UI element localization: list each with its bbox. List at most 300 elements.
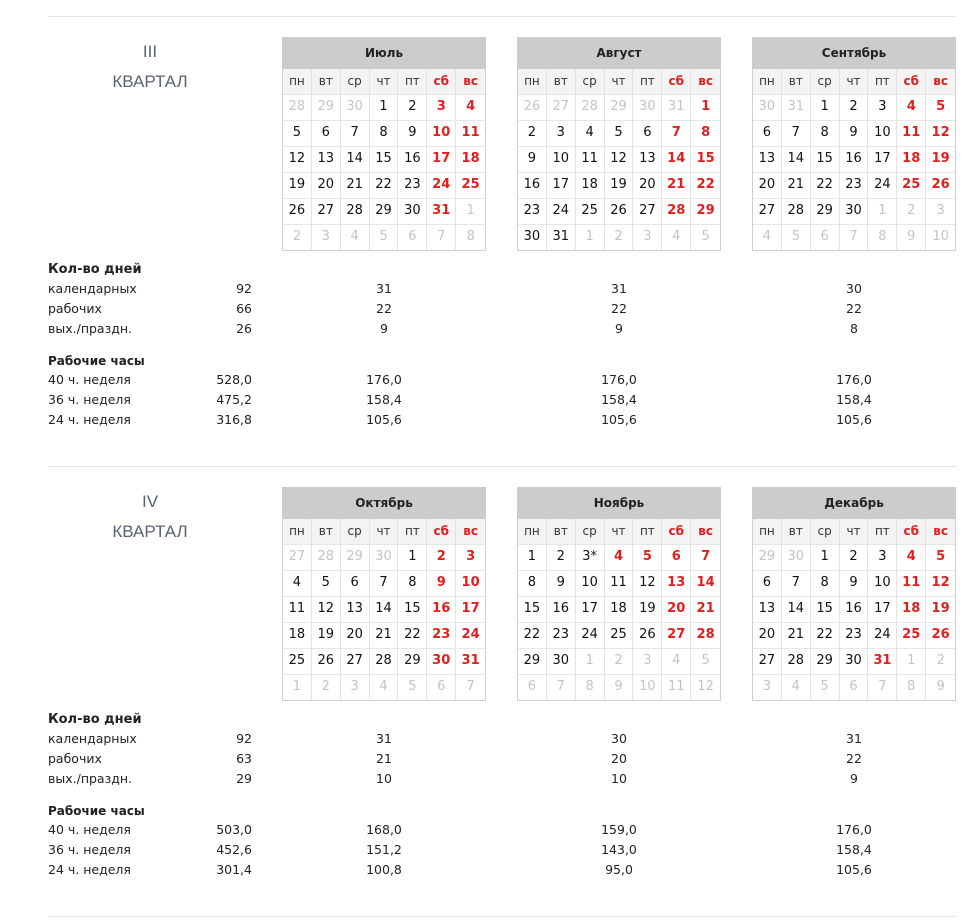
- day-cell-outside-month: 1: [283, 675, 312, 700]
- day-cell-workday: 30: [518, 225, 547, 250]
- day-cell-outside-month: 10: [932, 229, 949, 244]
- day-cell-outside-month: 7: [868, 675, 897, 700]
- stat-month-value: 105,6: [836, 412, 872, 427]
- day-cell-holiday: 5: [633, 545, 662, 570]
- stat-month-value: 168,0: [366, 822, 402, 837]
- day-cell-workday: 12: [283, 147, 312, 172]
- stat-month-value: 158,4: [601, 392, 637, 407]
- day-cell-workday: 22: [811, 623, 840, 648]
- day-cell-outside-month: 30: [753, 95, 782, 120]
- weekday-label: пн: [283, 519, 312, 544]
- day-cell-holiday: 20: [662, 597, 691, 622]
- stat-month-value: 9: [615, 321, 623, 336]
- day-cell-workday: 29: [398, 649, 427, 674]
- month-calendar: [752, 37, 956, 251]
- day-cell-outside-month: 4: [782, 675, 811, 700]
- day-cell-holiday: 28: [662, 199, 691, 224]
- stat-month-value: 30: [611, 731, 627, 746]
- day-cell-holiday: 18: [897, 597, 926, 622]
- divider-middle: [48, 466, 956, 467]
- stat-label: рабочих: [48, 751, 102, 766]
- stat-label: вых./праздн.: [48, 321, 133, 336]
- stat-month-value: 21: [376, 751, 392, 766]
- week-row: [753, 622, 955, 648]
- day-cell-outside-month: 4: [662, 225, 691, 250]
- day-cell-workday: 19: [312, 623, 341, 648]
- weekday-label: сб: [897, 69, 926, 94]
- day-cell-workday: 23: [840, 623, 869, 648]
- day-cell-holiday: 3: [466, 549, 476, 564]
- weekday-label: пн: [753, 69, 782, 94]
- weekday-label: чт: [840, 69, 869, 94]
- day-cell-holiday: 11: [461, 125, 480, 140]
- day-cell-workday: 29: [518, 649, 547, 674]
- hours-stat-row: [48, 390, 956, 410]
- day-cell-workday: 13: [753, 147, 782, 172]
- day-cell-outside-month: 5: [782, 225, 811, 250]
- stat-label: 40 ч. неделя: [48, 822, 131, 837]
- week-row: [753, 198, 955, 224]
- day-cell-workday: 26: [633, 623, 662, 648]
- day-cell-workday: 14: [341, 147, 370, 172]
- weekday-label: чт: [605, 69, 634, 94]
- day-cell-holiday: 19: [931, 601, 950, 616]
- day-cell-workday: 10: [576, 571, 605, 596]
- weekday-label: ср: [811, 69, 840, 94]
- day-cell-outside-month: 2: [605, 649, 634, 674]
- quarter-roman-number: III: [142, 42, 158, 61]
- day-cell-workday: 21: [782, 623, 811, 648]
- stat-quarter-total: 475,2: [216, 392, 252, 407]
- stat-month-value: 143,0: [601, 842, 637, 857]
- weekday-label: пт: [398, 519, 427, 544]
- day-cell-workday: 5: [605, 121, 634, 146]
- day-cell-holiday: 8: [701, 125, 711, 140]
- week-row: [518, 146, 720, 172]
- day-cell-workday: 10: [547, 147, 576, 172]
- month-name: Август: [517, 37, 721, 69]
- day-cell-holiday: 18: [897, 147, 926, 172]
- weekday-label: сб: [662, 69, 691, 94]
- week-row: [283, 570, 485, 596]
- day-cell-holiday: 11: [897, 571, 926, 596]
- day-cell-workday: 15: [811, 597, 840, 622]
- day-cell-workday: 9: [398, 121, 427, 146]
- day-cell-workday: 1: [811, 95, 840, 120]
- day-cell-holiday: 18: [461, 151, 480, 166]
- day-cell-holiday: 25: [897, 173, 926, 198]
- day-cell-holiday: 31: [427, 199, 456, 224]
- day-cell-workday: 9: [518, 147, 547, 172]
- weekday-header-row: [753, 519, 955, 544]
- stat-month-value: 105,6: [836, 862, 872, 877]
- day-cell-holiday: 26: [931, 177, 950, 192]
- weekday-label: чт: [370, 69, 399, 94]
- day-cell-workday: 22: [518, 623, 547, 648]
- week-row: [518, 570, 720, 596]
- day-cell-outside-month: 4: [662, 649, 691, 674]
- day-cell-outside-month: 1: [868, 199, 897, 224]
- stat-label: 40 ч. неделя: [48, 372, 131, 387]
- weekday-label: вс: [698, 524, 713, 538]
- day-cell-outside-month: 6: [840, 675, 869, 700]
- day-cell-outside-month: 5: [701, 653, 710, 668]
- week-row: [283, 224, 485, 250]
- day-cell-workday: 3: [868, 95, 897, 120]
- day-cell-workday: 6: [753, 571, 782, 596]
- stat-month-value: 176,0: [366, 372, 402, 387]
- weekday-label: ср: [811, 519, 840, 544]
- stat-quarter-total: 26: [236, 321, 252, 336]
- work-hours-heading: Рабочие часы: [48, 354, 145, 368]
- weekday-label: чт: [840, 519, 869, 544]
- stat-month-value: 30: [846, 281, 862, 296]
- weekday-label: пн: [753, 519, 782, 544]
- hours-stat-row: [48, 840, 956, 860]
- stat-label: вых./праздн.: [48, 771, 133, 786]
- month-name: Октябрь: [282, 487, 486, 519]
- quarter-word: КВАРТАЛ: [112, 522, 188, 541]
- weekday-label: вс: [463, 524, 478, 538]
- day-cell-outside-month: 6: [427, 675, 456, 700]
- day-cell-outside-month: 2: [605, 225, 634, 250]
- day-cell-workday: 3: [547, 121, 576, 146]
- week-row: [283, 198, 485, 224]
- day-cell-workday: 24: [868, 623, 897, 648]
- weekday-label: пт: [868, 69, 897, 94]
- day-cell-outside-month: 7: [427, 225, 456, 250]
- day-cell-holiday: 4: [897, 545, 926, 570]
- day-cell-workday: 26: [312, 649, 341, 674]
- day-cell-workday: 29: [811, 649, 840, 674]
- weekday-label: вт: [312, 519, 341, 544]
- day-cell-workday: 27: [633, 199, 662, 224]
- day-cell-outside-month: 28: [312, 545, 341, 570]
- stat-label: 36 ч. неделя: [48, 392, 131, 407]
- day-cell-holiday: 13: [662, 571, 691, 596]
- stat-month-value: 105,6: [366, 412, 402, 427]
- day-cell-workday: 18: [605, 597, 634, 622]
- day-cell-holiday: 16: [427, 597, 456, 622]
- day-cell-outside-month: 10: [633, 675, 662, 700]
- stat-month-value: 105,6: [601, 412, 637, 427]
- day-cell-outside-month: 3: [936, 203, 945, 218]
- day-cell-workday: 15: [811, 147, 840, 172]
- day-cell-holiday: 4: [897, 95, 926, 120]
- day-cell-outside-month: 8: [576, 675, 605, 700]
- day-cell-workday: 23: [398, 173, 427, 198]
- day-cell-outside-month: 2: [312, 675, 341, 700]
- weekday-label: ср: [576, 519, 605, 544]
- day-cell-holiday: 25: [461, 177, 480, 192]
- day-cell-workday: 28: [341, 199, 370, 224]
- day-cell-holiday: 30: [427, 649, 456, 674]
- day-cell-holiday: 17: [427, 147, 456, 172]
- stat-month-value: 95,0: [605, 862, 633, 877]
- day-cell-workday: 23: [547, 623, 576, 648]
- weekday-label: вс: [933, 74, 948, 88]
- day-cell-workday: 1: [518, 545, 547, 570]
- day-cell-workday: 4: [576, 121, 605, 146]
- hours-stat-row: [48, 370, 956, 390]
- weekday-label: сб: [427, 519, 456, 544]
- weekday-label: пн: [518, 69, 547, 94]
- day-cell-workday: 6: [341, 571, 370, 596]
- day-cell-workday: 16: [398, 147, 427, 172]
- day-cell-outside-month: 8: [897, 675, 926, 700]
- day-cell-workday: 3*: [576, 545, 605, 570]
- weekday-header-row: [753, 69, 955, 94]
- month-name: Декабрь: [752, 487, 956, 519]
- day-cell-workday: 10: [868, 121, 897, 146]
- weekday-label: вт: [547, 519, 576, 544]
- weekday-label: ср: [576, 69, 605, 94]
- week-row: [753, 224, 955, 250]
- day-cell-workday: 24: [868, 173, 897, 198]
- day-cell-workday: 27: [753, 199, 782, 224]
- day-cell-workday: 26: [605, 199, 634, 224]
- week-row: [518, 596, 720, 622]
- week-row: [753, 94, 955, 120]
- week-row: [283, 146, 485, 172]
- day-cell-workday: 13: [312, 147, 341, 172]
- day-cell-outside-month: 3: [633, 649, 662, 674]
- weekday-label: чт: [370, 519, 399, 544]
- day-cell-outside-month: 29: [341, 545, 370, 570]
- stat-month-value: 31: [376, 731, 392, 746]
- day-cell-workday: 21: [782, 173, 811, 198]
- day-cell-outside-month: 9: [897, 225, 926, 250]
- day-cell-outside-month: 29: [605, 95, 634, 120]
- day-cell-holiday: 14: [662, 147, 691, 172]
- day-cell-holiday: 12: [931, 575, 950, 590]
- day-cell-holiday: 10: [427, 121, 456, 146]
- day-cell-workday: 3: [868, 545, 897, 570]
- day-cell-workday: 2: [398, 95, 427, 120]
- day-cell-outside-month: 27: [283, 545, 312, 570]
- stat-quarter-total: 316,8: [216, 412, 252, 427]
- day-cell-workday: 20: [312, 173, 341, 198]
- divider-top: [48, 16, 956, 17]
- weekday-label: пн: [518, 519, 547, 544]
- day-cell-workday: 9: [840, 121, 869, 146]
- day-cell-workday: 28: [782, 649, 811, 674]
- stat-label: календарных: [48, 731, 137, 746]
- weekday-label: вс: [698, 74, 713, 88]
- day-cell-workday: 16: [518, 173, 547, 198]
- day-cell-workday: 14: [370, 597, 399, 622]
- day-cell-workday: 16: [547, 597, 576, 622]
- day-cell-holiday: 24: [461, 627, 480, 642]
- weekday-label: ср: [341, 519, 370, 544]
- day-cell-outside-month: 5: [398, 675, 427, 700]
- day-cell-holiday: 25: [897, 623, 926, 648]
- month-calendar: [517, 37, 721, 251]
- stat-month-value: 20: [611, 751, 627, 766]
- stat-quarter-total: 503,0: [216, 822, 252, 837]
- day-cell-holiday: 23: [427, 623, 456, 648]
- weekday-label: вс: [933, 524, 948, 538]
- stat-month-value: 31: [376, 281, 392, 296]
- day-cell-workday: 2: [840, 95, 869, 120]
- day-cell-workday: 1: [811, 545, 840, 570]
- day-cell-workday: 13: [633, 147, 662, 172]
- day-cell-outside-month: 4: [753, 225, 782, 250]
- day-cell-holiday: 7: [701, 549, 711, 564]
- day-cell-workday: 21: [370, 623, 399, 648]
- month-calendar: [752, 487, 956, 701]
- day-cell-workday: 6: [633, 121, 662, 146]
- weekday-label: пт: [633, 69, 662, 94]
- weekday-label: чт: [605, 519, 634, 544]
- day-cell-outside-month: 28: [283, 95, 312, 120]
- weekday-header-row: [283, 69, 485, 94]
- stat-label: 24 ч. неделя: [48, 862, 131, 877]
- stat-month-value: 176,0: [836, 372, 872, 387]
- day-cell-workday: 29: [370, 199, 399, 224]
- day-cell-holiday: 5: [936, 549, 946, 564]
- stat-month-value: 22: [846, 751, 862, 766]
- day-cell-outside-month: 4: [341, 225, 370, 250]
- stat-month-value: 158,4: [836, 392, 872, 407]
- day-cell-holiday: 17: [461, 601, 480, 616]
- month-calendar: [282, 487, 486, 701]
- day-cell-workday: 19: [633, 597, 662, 622]
- weekday-label: сб: [662, 519, 691, 544]
- day-cell-workday: 17: [547, 173, 576, 198]
- day-cell-workday: 28: [782, 199, 811, 224]
- day-cell-workday: 7: [370, 571, 399, 596]
- day-cell-outside-month: 30: [633, 95, 662, 120]
- day-cell-outside-month: 2: [897, 199, 926, 224]
- day-cell-holiday: 6: [662, 545, 691, 570]
- hours-stat-row: [48, 860, 956, 880]
- day-cell-outside-month: 4: [370, 675, 399, 700]
- day-cell-workday: 4: [283, 571, 312, 596]
- stat-quarter-total: 92: [236, 281, 252, 296]
- day-cell-workday: 30: [840, 649, 869, 674]
- day-cell-workday: 19: [283, 173, 312, 198]
- days-stat-row: [48, 729, 956, 749]
- stat-month-value: 151,2: [366, 842, 402, 857]
- day-cell-workday: 13: [753, 597, 782, 622]
- day-cell-workday: 22: [370, 173, 399, 198]
- hours-stat-row: [48, 820, 956, 840]
- divider-bottom: [48, 916, 956, 917]
- stat-quarter-total: 452,6: [216, 842, 252, 857]
- day-cell-workday: 16: [840, 597, 869, 622]
- day-cell-outside-month: 31: [782, 95, 811, 120]
- day-cell-holiday: 11: [897, 121, 926, 146]
- week-row: [518, 622, 720, 648]
- day-cell-workday: 21: [341, 173, 370, 198]
- stat-month-value: 158,4: [366, 392, 402, 407]
- day-cell-outside-month: 3: [341, 675, 370, 700]
- day-cell-outside-month: 5: [370, 225, 399, 250]
- day-cell-workday: 17: [576, 597, 605, 622]
- hours-stat-row: [48, 410, 956, 430]
- weekday-label: пн: [283, 69, 312, 94]
- day-cell-workday: 14: [782, 147, 811, 172]
- day-cell-workday: 24: [576, 623, 605, 648]
- day-cell-workday: 25: [283, 649, 312, 674]
- day-cell-holiday: 7: [662, 121, 691, 146]
- weekday-label: пт: [398, 69, 427, 94]
- day-cell-workday: 12: [312, 597, 341, 622]
- stat-month-value: 31: [611, 281, 627, 296]
- day-cell-workday: 29: [811, 199, 840, 224]
- weekday-label: вс: [463, 74, 478, 88]
- day-cell-workday: 13: [341, 597, 370, 622]
- month-calendar: [282, 37, 486, 251]
- day-cell-workday: 7: [782, 121, 811, 146]
- day-cell-outside-month: 12: [697, 679, 714, 694]
- stat-month-value: 176,0: [601, 372, 637, 387]
- day-cell-outside-month: 8: [868, 225, 897, 250]
- day-cell-holiday: 31: [461, 653, 480, 668]
- day-cell-workday: 7: [341, 121, 370, 146]
- week-row: [518, 94, 720, 120]
- day-cell-outside-month: 31: [662, 95, 691, 120]
- week-row: [753, 648, 955, 674]
- day-cell-workday: 2: [840, 545, 869, 570]
- month-calendar: [517, 487, 721, 701]
- weekday-label: сб: [897, 519, 926, 544]
- stat-month-value: 158,4: [836, 842, 872, 857]
- day-cell-workday: 8: [518, 571, 547, 596]
- stat-quarter-total: 528,0: [216, 372, 252, 387]
- stat-month-value: 9: [850, 771, 858, 786]
- day-cell-workday: 27: [341, 649, 370, 674]
- day-cell-holiday: 3: [427, 95, 456, 120]
- weekday-label: сб: [427, 69, 456, 94]
- day-cell-outside-month: 5: [701, 229, 710, 244]
- day-cell-outside-month: 2: [283, 225, 312, 250]
- stat-month-value: 22: [846, 301, 862, 316]
- days-stat-row: [48, 299, 956, 319]
- day-cell-outside-month: 6: [811, 225, 840, 250]
- day-cell-workday: 30: [398, 199, 427, 224]
- day-cell-workday: 20: [753, 173, 782, 198]
- day-cell-workday: 12: [633, 571, 662, 596]
- week-row: [518, 648, 720, 674]
- stat-quarter-total: 92: [236, 731, 252, 746]
- day-cell-workday: 2: [547, 545, 576, 570]
- day-cell-workday: 24: [547, 199, 576, 224]
- day-cell-workday: 15: [398, 597, 427, 622]
- day-cell-workday: 11: [605, 571, 634, 596]
- day-cell-workday: 6: [312, 121, 341, 146]
- day-cell-workday: 12: [605, 147, 634, 172]
- week-row: [283, 674, 485, 700]
- day-cell-workday: 8: [811, 121, 840, 146]
- day-cell-workday: 7: [782, 571, 811, 596]
- day-cell-workday: 9: [840, 571, 869, 596]
- day-cell-workday: 5: [283, 121, 312, 146]
- weekday-header-row: [518, 69, 720, 94]
- day-cell-workday: 30: [840, 199, 869, 224]
- day-cell-holiday: 21: [662, 173, 691, 198]
- day-cell-holiday: 4: [466, 99, 476, 114]
- day-cell-workday: 28: [370, 649, 399, 674]
- day-cell-holiday: 2: [427, 545, 456, 570]
- day-cell-workday: 1: [398, 545, 427, 570]
- day-cell-workday: 16: [840, 147, 869, 172]
- month-name: Сентябрь: [752, 37, 956, 69]
- week-row: [753, 146, 955, 172]
- day-cell-workday: 9: [547, 571, 576, 596]
- stat-quarter-total: 66: [236, 301, 252, 316]
